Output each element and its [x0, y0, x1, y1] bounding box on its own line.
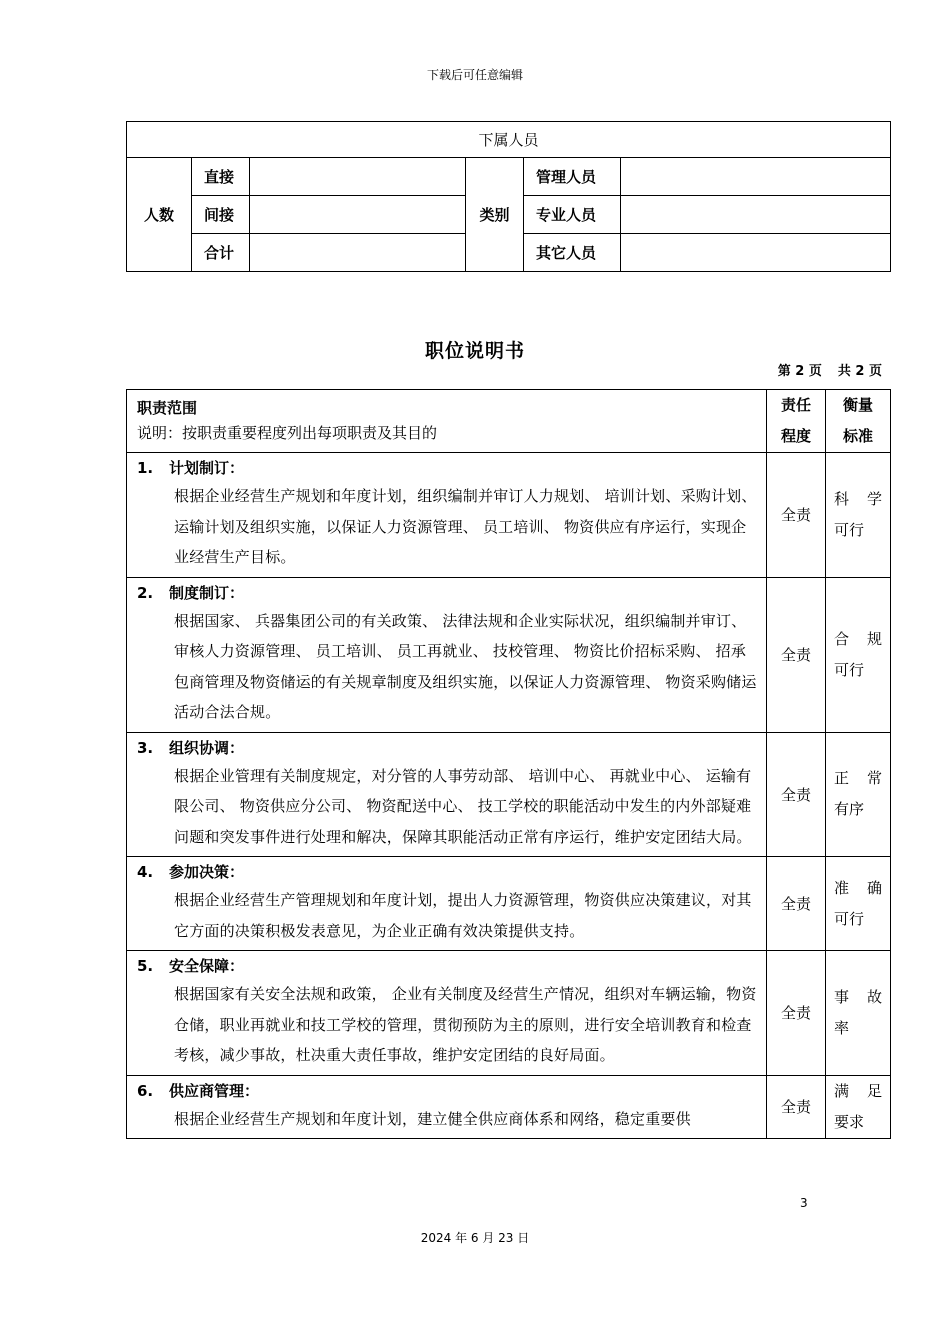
duty-body: 根据企业经营生产规划和年度计划，组织编制并审订人力规划、 培训计划、采购计划、 运输计划及组织实施，以保证人力资源管理、 员工培训、 物资供应有序运行，实现企业经营生产目标。 — [174, 487, 757, 566]
duty-title: 安全保障： — [169, 957, 245, 975]
management-value-cell — [621, 158, 891, 196]
degree-header-line1: 责任 — [780, 396, 811, 414]
degree-header-line2: 程度 — [780, 427, 811, 445]
total-value-cell — [250, 234, 466, 272]
duty-degree: 全责 — [767, 453, 826, 578]
duty-degree: 全责 — [767, 1075, 826, 1139]
category-professional: 专业人员 — [524, 196, 621, 234]
duty-degree: 全责 — [767, 857, 826, 951]
duty-body: 根据企业管理有关制度规定，对分管的人事劳动部、 培训中心、 再就业中心、 运输有限公司、 物资供应分公司、 物资配送中心、 技工学校的职能活动中发生的内外部疑难问题和突发事件进行处理和解决，保障其职能活动正常有序运行，维护安定团结大局。 — [174, 766, 752, 846]
duty-number: 5. — [137, 957, 154, 975]
standard-header-line2: 标准 — [842, 427, 873, 445]
duty-body: 根据国家、 兵器集团公司的有关政策、 法律法规和企业实际状况，组织编制并审订、 审核人力资源管理、 员工培训、 员工再就业、 技校管理、 物资比价招标采购、 招承包商管理及物资储运的有关规章制度及组织实施，以保证人力资源管理、 物资采购储运活动合法合规。 — [174, 611, 757, 721]
duty-degree: 全责 — [767, 732, 826, 857]
category-label: 类别 — [466, 158, 524, 272]
duty-row — [127, 857, 891, 951]
standard-header-line1: 衡量 — [842, 396, 873, 414]
standard-char: 确 — [866, 878, 882, 897]
standard-char: 常 — [866, 769, 882, 788]
duty-row — [127, 577, 891, 732]
duty-row — [127, 732, 891, 857]
row-label-indirect: 间接 — [192, 196, 250, 234]
duty-number: 1. — [137, 459, 154, 477]
duty-number: 4. — [137, 863, 154, 881]
subordinates-table — [126, 121, 891, 272]
standard-char: 准 — [834, 878, 850, 897]
duty-body: 根据企业经营生产管理规划和年度计划，提出人力资源管理，物资供应决策建议，对其它方面的决策积极发表意见，为企业正确有效决策提供支持。 — [174, 891, 752, 940]
page-current: 第 2 页 — [777, 364, 822, 379]
duty-number: 6. — [137, 1081, 154, 1100]
duty-row — [127, 453, 891, 578]
standard-line2: 可行 — [834, 909, 865, 928]
row-label-direct: 直接 — [192, 158, 250, 196]
standard-char: 学 — [866, 489, 882, 508]
duty-standard — [826, 732, 891, 857]
degree-header — [767, 390, 826, 453]
standard-char: 规 — [866, 629, 882, 648]
page-header: 下载后可任意编辑 — [426, 68, 523, 82]
duty-row — [127, 1075, 891, 1139]
duty-standard — [826, 857, 891, 951]
doc-title: 职位说明书 — [424, 340, 525, 362]
duty-number: 2. — [137, 583, 154, 602]
direct-value-cell — [250, 158, 466, 196]
duty-body: 根据企业经营生产规划和年度计划，建立健全供应商体系和网络，稳定重要供 — [174, 1109, 691, 1128]
duty-title: 组织协调： — [169, 738, 245, 757]
indirect-value-cell — [250, 196, 466, 234]
standard-char: 事 — [834, 987, 850, 1006]
page-total: 共 2 页 — [837, 364, 882, 379]
duty-title: 计划制订： — [169, 459, 245, 477]
duty-standard — [826, 1075, 891, 1139]
duty-title: 制度制订： — [169, 583, 245, 602]
duty-number: 3. — [137, 738, 154, 757]
duty-title: 供应商管理： — [169, 1081, 260, 1100]
other-value-cell — [621, 234, 891, 272]
standard-line2: 有序 — [834, 800, 865, 819]
standard-char: 科 — [834, 489, 850, 508]
professional-value-cell — [621, 196, 891, 234]
duty-row — [127, 951, 891, 1076]
subordinates-title: 下属人员 — [127, 122, 891, 158]
standard-char: 合 — [834, 629, 850, 648]
duties-header-desc: 说明：按职责重要程度列出每项职责及其目的 — [137, 424, 438, 442]
duty-standard — [826, 453, 891, 578]
duties-table — [126, 389, 891, 1139]
page-info — [778, 360, 882, 379]
page-number: 3 — [800, 1196, 808, 1210]
duty-degree: 全责 — [767, 951, 826, 1076]
category-other: 其它人员 — [524, 234, 621, 272]
duty-title: 参加决策： — [169, 863, 245, 881]
standard-char: 故 — [866, 987, 882, 1006]
standard-line2: 可行 — [834, 520, 865, 539]
duties-header-title: 职责范围 — [137, 399, 198, 417]
standard-line2: 要求 — [834, 1112, 865, 1131]
count-label: 人数 — [127, 158, 192, 272]
duty-degree: 全责 — [767, 577, 826, 732]
footer-date: 2024 年 6 月 23 日 — [420, 1231, 530, 1245]
standard-char: 正 — [834, 769, 850, 788]
standard-line2: 率 — [834, 1018, 850, 1037]
duty-standard — [826, 577, 891, 732]
standard-line2: 可行 — [834, 660, 865, 679]
category-management: 管理人员 — [524, 158, 621, 196]
duty-standard — [826, 951, 891, 1076]
standard-char: 满 — [834, 1081, 850, 1100]
duties-header — [127, 390, 767, 453]
duty-body: 根据国家有关安全法规和政策， 企业有关制度及经营生产情况，组织对车辆运输，物资仓储，职业再就业和技工学校的管理，贯彻预防为主的原则，进行安全培训教育和检查考核，减少事故，杜决重大责任事故，维护安定团结的良好局面。 — [174, 985, 757, 1064]
standard-header — [826, 390, 891, 453]
row-label-total: 合计 — [192, 234, 250, 272]
standard-char: 足 — [866, 1081, 882, 1100]
